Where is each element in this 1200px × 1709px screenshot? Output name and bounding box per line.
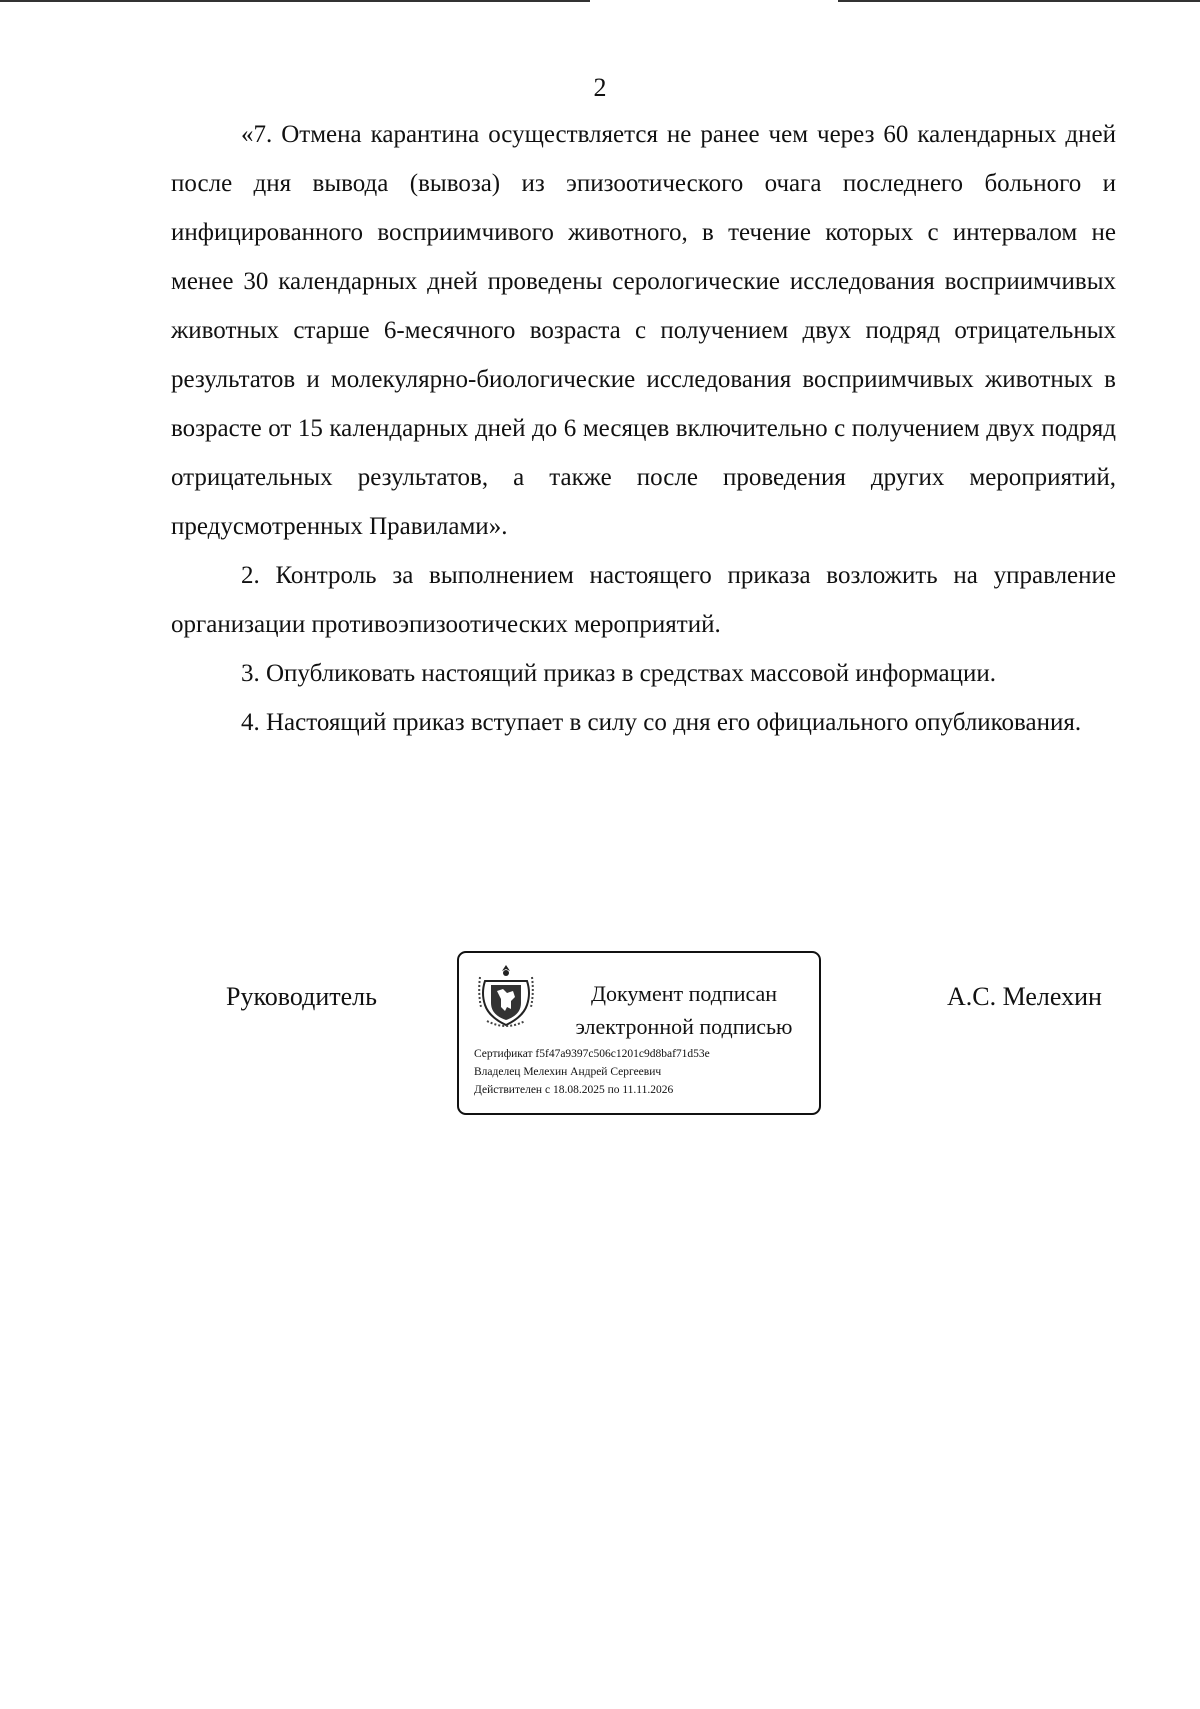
electronic-signature-stamp <box>457 951 821 1115</box>
stamp-title-line-1: Документ подписан <box>590 981 778 1006</box>
stamp-title <box>559 977 809 1043</box>
document-body <box>171 110 1116 747</box>
paragraph-3: 3. Опубликовать настоящий приказ в средствах массовой информации. <box>241 660 997 687</box>
stamp-title-line-2: электронной подписью <box>575 1014 793 1039</box>
paragraph-4: 4. Настоящий приказ вступает в силу со дня его официального опубликования. <box>241 709 1082 736</box>
coat-of-arms-icon <box>477 963 535 1029</box>
paragraph-item-7: «7. Отмена карантина осуществляется не ранее чем через 60 календарных дней после дня вывода (вывоза) из эпизоотического очага последнего больного и инфицированного восприимчивого животного, в течение которых с интервалом не менее 30 календарных дней проведены серологические исследования восприимчивых животных старше 6-месячного возраста с получением двух подряд отрицательных результатов и молекулярно-биологические исследования восприимчивых животных в возрасте от 15 календарных дней до 6 месяцев включительно с получением двух подряд отрицательных результатов, а также после проведения других мероприятий, предусмотренных Правилами». <box>171 121 1116 540</box>
signature-role: Руководитель <box>226 982 377 1011</box>
top-rule-right <box>838 0 1200 2</box>
top-rule-left <box>0 0 590 2</box>
page-number: 2 <box>593 73 607 102</box>
stamp-validity: Действителен с 18.08.2025 по 11.11.2026 <box>474 1084 674 1096</box>
stamp-certificate: Сертификат f5f47a9397c506c1201c9d8baf71d53e <box>474 1048 710 1060</box>
stamp-owner: Владелец Мелехин Андрей Сергеевич <box>474 1066 662 1078</box>
signatory-name: А.С. Мелехин <box>947 982 1102 1011</box>
paragraph-2: 2. Контроль за выполнением настоящего приказа возложить на управление организации противоэпизоотических мероприятий. <box>171 562 1116 638</box>
stamp-details <box>474 1045 814 1099</box>
